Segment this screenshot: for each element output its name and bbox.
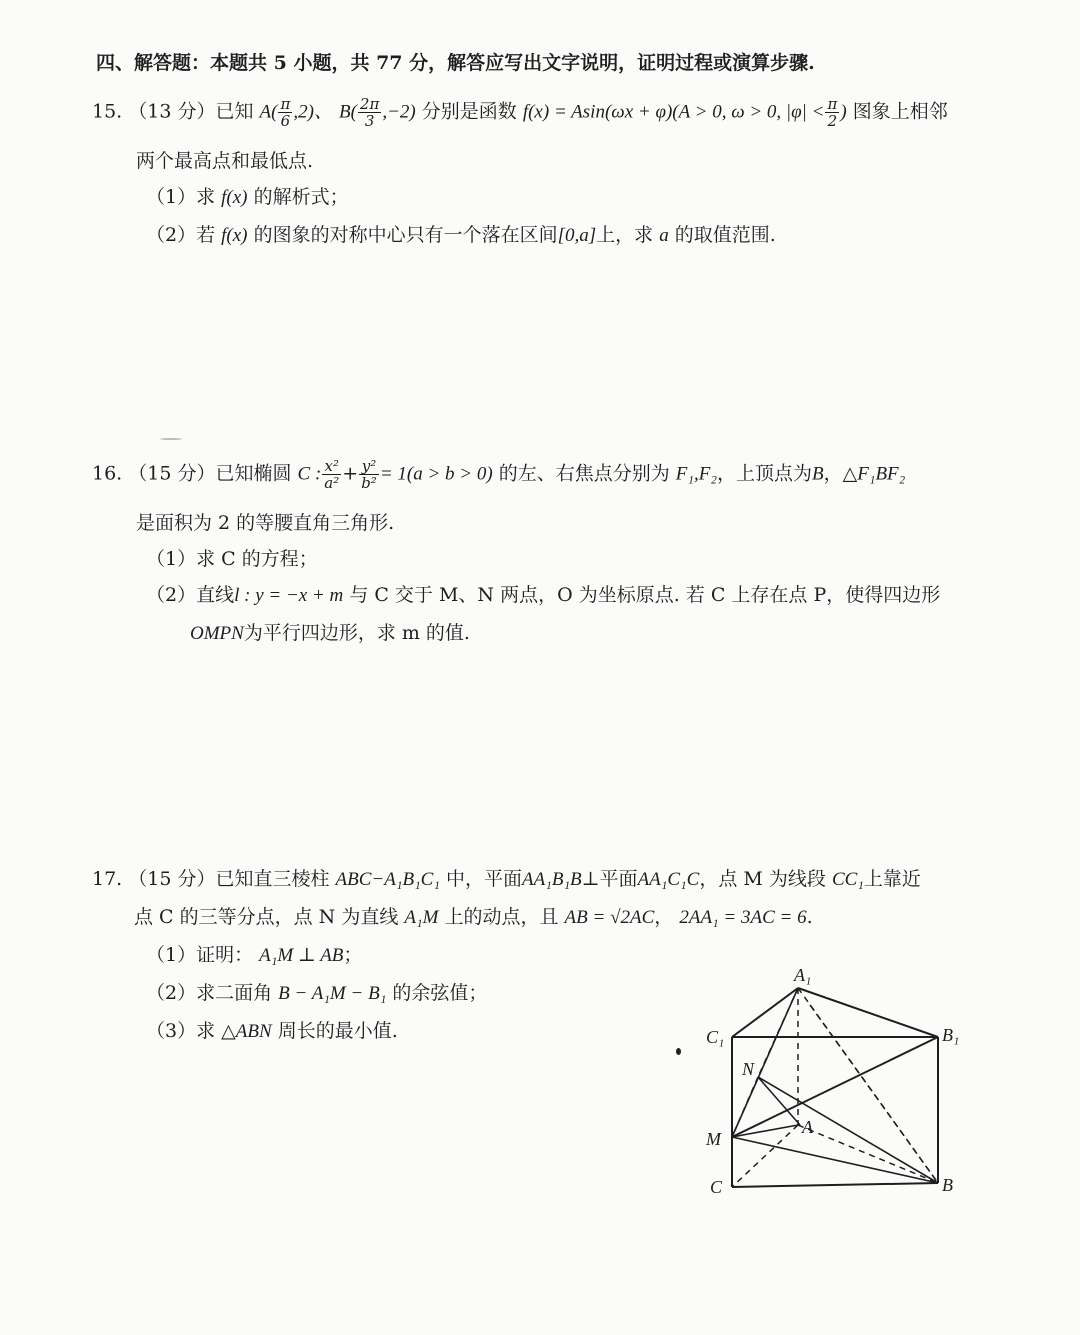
- q17-part3: [146, 1018, 398, 1045]
- q15-function: f(x) = Asin(ωx + φ)(A > 0, ω > 0, |φ| <: [522, 101, 825, 123]
- section-header: 四、解答题：本题共 5 小题，共 77 分，解答应写出文字说明，证明过程或演算步骤.: [96, 52, 815, 74]
- q16-x-frac: $\frac{\text{x²}}{\text{a²}}$: [324, 457, 340, 492]
- q15-point-a-frac: $\frac{\pi}{6}$: [280, 95, 291, 130]
- q17-points: （15 分）: [128, 868, 216, 890]
- q17-text2: 平面: [599, 868, 638, 890]
- edge-A1-B1: [798, 988, 938, 1037]
- q15-point-b-tail: ,−2): [382, 101, 416, 123]
- q16-y-frac: $\frac{\text{y²}}{\text{b²}}$: [361, 457, 377, 492]
- label-M: M: [706, 1129, 721, 1149]
- edge-A1-C1: [732, 988, 798, 1037]
- q16-part2-label: （2）直线: [146, 584, 235, 606]
- q16-eq-tail: = 1(a > b > 0): [379, 463, 493, 485]
- hidden-edge-A-B: [798, 1125, 938, 1183]
- line-M-B: [732, 1137, 938, 1183]
- q16-part2-line2: [190, 620, 470, 647]
- q16-ellipse-name: C :: [297, 463, 322, 485]
- q16-part2-line2-text: 为平行四边形，求 m 的值.: [243, 622, 470, 644]
- q16-text2: ，上顶点为: [716, 462, 812, 485]
- q17-prism: ABC−A₁B₁C₁: [335, 869, 440, 890]
- q17-number: 17.: [92, 868, 123, 890]
- q17-perp: ⊥: [581, 868, 600, 890]
- q15-part2-text3: 的取值范围.: [674, 224, 776, 246]
- q15-number: 15.: [92, 100, 123, 123]
- q16-part2-line: l : y = −x + m: [234, 585, 344, 606]
- q16-text3: ，: [823, 462, 843, 485]
- q17-line1: [92, 866, 921, 893]
- label-N: N: [742, 1059, 755, 1079]
- q15-part1-math: f(x): [221, 187, 248, 208]
- q16-foci: F₁,F₂: [675, 463, 717, 485]
- q15-points: （13 分）: [128, 100, 216, 123]
- q16-vertex: B: [812, 463, 824, 485]
- prism-diagram: [690, 965, 980, 1200]
- q15-point-a: A(: [259, 101, 278, 123]
- q16-text1: 的左、右焦点分别为: [498, 462, 670, 485]
- q17-part2: [146, 980, 487, 1007]
- q17-line2-text2: 上的动点，且: [444, 906, 559, 928]
- q17-part1-end: ；: [343, 944, 363, 966]
- label-C: C: [710, 1177, 723, 1197]
- q15-point-b-frac: $\frac{2\pi}{3}$: [359, 95, 380, 130]
- q15-line1: [92, 96, 948, 129]
- q17-part1-label: （1）证明：: [146, 944, 254, 966]
- line-N-B: [758, 1077, 938, 1183]
- q17-segment: CC₁: [831, 869, 864, 890]
- q17-line2: [134, 904, 813, 931]
- q16-part2-line2-math: OMPN: [190, 623, 244, 644]
- q17-line2-math3: 2AA₁ = 3AC = 6: [679, 907, 807, 928]
- q16-line1: [92, 458, 905, 491]
- q17-text1: 中，平面: [446, 868, 523, 890]
- q16-number: 16.: [92, 462, 123, 485]
- q17-line2-math2: AB = √2AC: [564, 907, 655, 928]
- q17-part3-text: 周长的最小值.: [277, 1020, 398, 1042]
- q16-line2: 是面积为 2 的等腰直角三角形.: [136, 512, 395, 534]
- q17-plane2: AA₁C₁C: [637, 869, 700, 890]
- q17-text3: ，点 M 为线段: [699, 868, 826, 890]
- q15-line2: 两个最高点和最低点.: [136, 150, 314, 172]
- q17-part2-text: 的余弦值；: [392, 982, 488, 1004]
- q15-part1-text: 的解析式；: [253, 186, 349, 208]
- label-B: B: [942, 1175, 953, 1195]
- q17-plane1: AA₁B₁B: [522, 869, 582, 890]
- hidden-edge-A-C: [732, 1125, 798, 1187]
- q15-cond-frac: $\frac{\pi}{2}$: [827, 95, 838, 130]
- q15-part2: [146, 222, 776, 249]
- q15-part2-text1: 的图象的对称中心只有一个落在区间: [253, 224, 558, 246]
- q16-part1: （1）求 C 的方程；: [146, 548, 318, 570]
- q17-line2-text1: 点 C 的三等分点，点 N 为直线: [134, 906, 399, 928]
- q17-intro: 已知直三棱柱: [215, 868, 330, 890]
- q15-part2-text2: 上，求: [596, 224, 654, 246]
- label-B1: B₁: [942, 1025, 960, 1045]
- q17-line2-end: .: [806, 906, 813, 928]
- q16-intro: 已知椭圆: [215, 462, 292, 485]
- scan-speck: [160, 438, 182, 440]
- q15-part2-var: a: [659, 225, 669, 246]
- q17-line2-text3: ，: [654, 906, 674, 928]
- q15-part2-label: （2）若: [146, 224, 216, 246]
- q17-text4: 上靠近: [863, 868, 921, 890]
- label-C1: C₁: [706, 1027, 725, 1047]
- q15-cond-tail: ): [840, 101, 847, 123]
- q17-part3-label: （3）求: [146, 1020, 216, 1042]
- q17-part2-label: （2）求二面角: [146, 982, 273, 1004]
- q17-part1: [146, 942, 362, 969]
- q16-plus: +: [342, 462, 359, 485]
- q16-part2-text1: 与 C 交于 M、N 两点，O 为坐标原点. 若 C 上存在点 P，使得四边形: [349, 584, 941, 606]
- q15-point-b: B(: [338, 101, 357, 123]
- label-A: A: [802, 1117, 813, 1137]
- line-N-A: [758, 1077, 800, 1125]
- hidden-line-A1-N: [758, 988, 798, 1077]
- q15-point-a-tail: ,2)、: [293, 101, 333, 123]
- q15-part2-interval: [0,a]: [557, 225, 597, 246]
- q17-part2-math: B − A₁M − B₁: [278, 983, 387, 1004]
- q16-triangle: △F₁BF₂: [842, 463, 906, 485]
- q16-points: （15 分）: [128, 462, 216, 485]
- q16-part2: [146, 582, 940, 609]
- scan-speck: [676, 1048, 681, 1055]
- prism-figure: [690, 965, 980, 1200]
- q15-part2-math: f(x): [221, 225, 248, 246]
- edge-C-B: [732, 1183, 938, 1187]
- q17-part1-math: A₁M ⊥ AB: [259, 945, 344, 966]
- q15-part1: [146, 184, 349, 211]
- q15-mid-text: 分别是函数: [421, 100, 517, 123]
- q17-line2-math1: A₁M: [404, 907, 439, 928]
- label-A1: A₁: [794, 965, 812, 985]
- q17-part3-math: △ABN: [221, 1021, 272, 1042]
- q15-end-text: 图象上相邻: [852, 100, 948, 123]
- q15-part1-label: （1）求: [146, 186, 216, 208]
- q15-intro: 已知: [215, 100, 254, 123]
